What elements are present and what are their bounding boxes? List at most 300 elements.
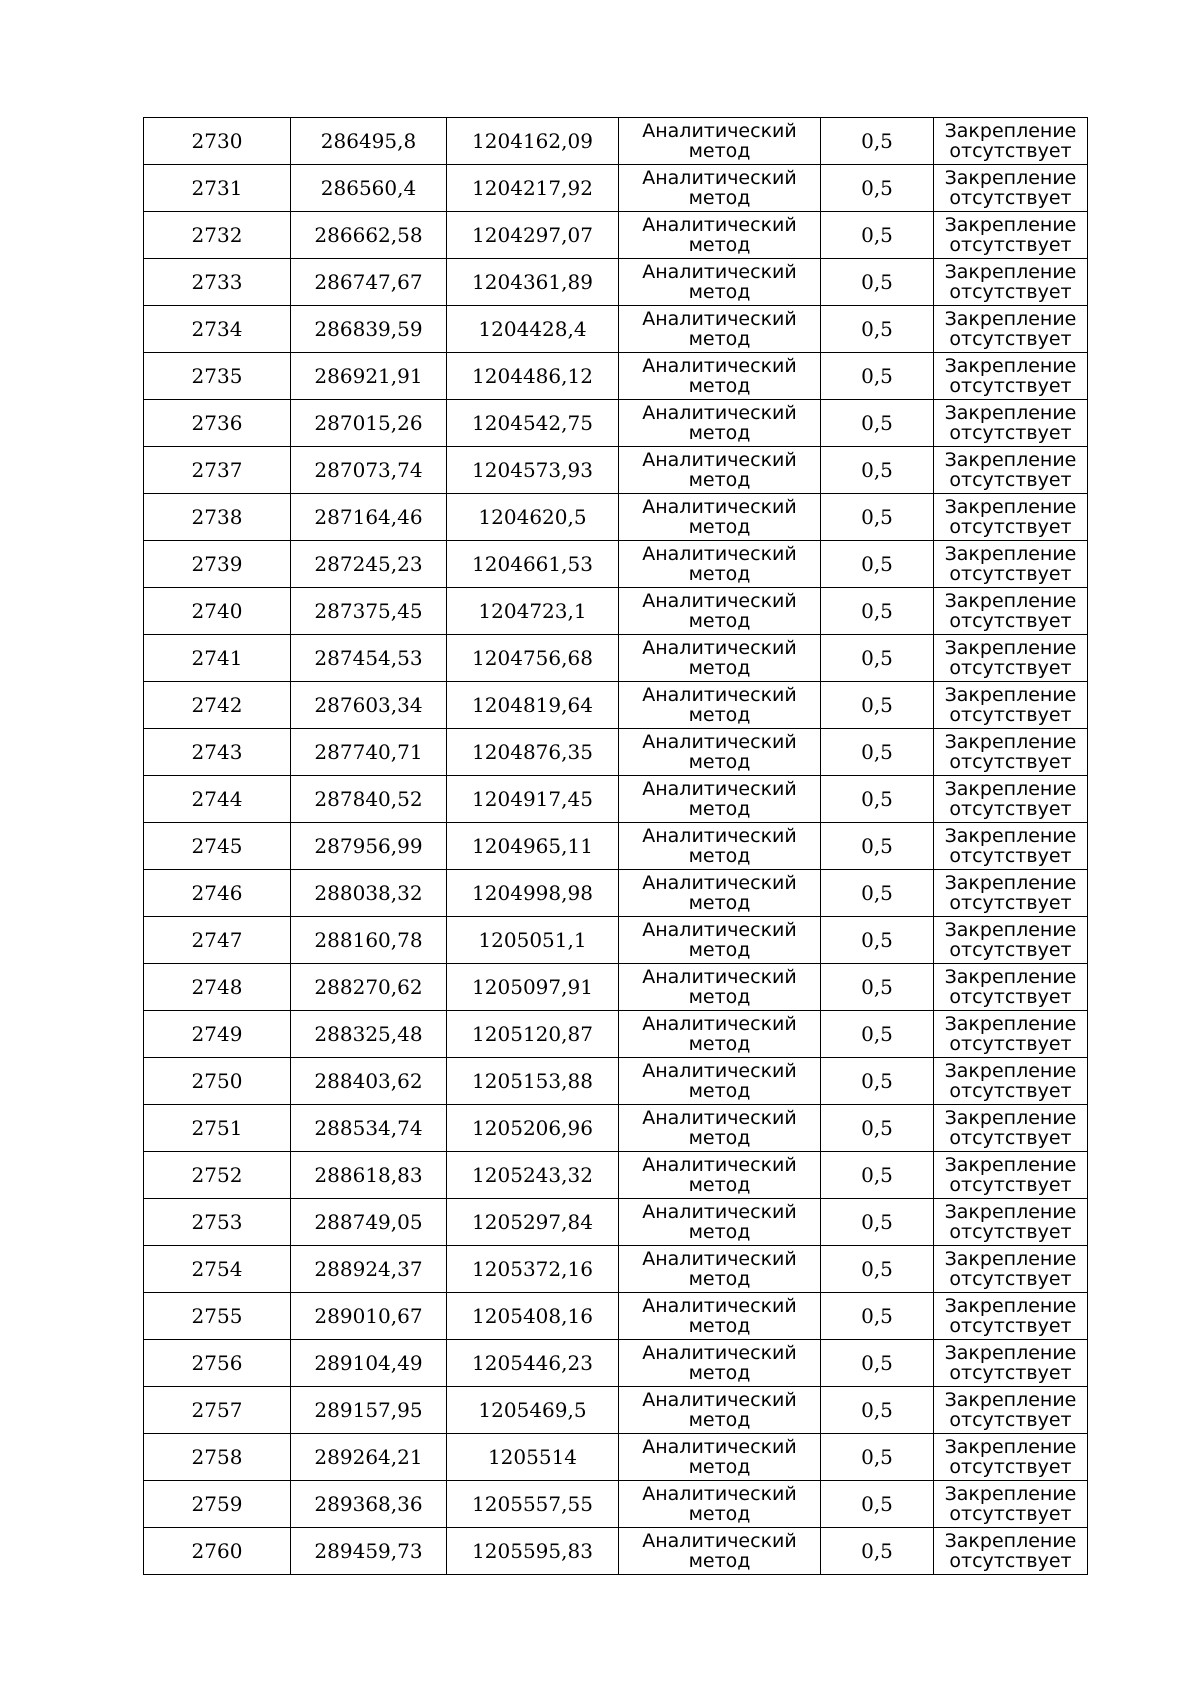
fixation-line-2: отсутствует xyxy=(949,1315,1072,1337)
y-coordinate-cell: 1204573,93 xyxy=(447,447,619,494)
method-line-2: метод xyxy=(688,1362,751,1384)
accuracy-cell: 0,5 xyxy=(821,1434,934,1481)
point-number-cell: 2751 xyxy=(144,1105,291,1152)
method-line-1: Аналитический xyxy=(642,355,797,377)
fixation-line-1: Закрепление xyxy=(944,1295,1077,1317)
fixation-cell xyxy=(934,870,1088,917)
table-row xyxy=(144,400,1088,447)
method-cell xyxy=(619,635,821,682)
method-cell xyxy=(619,118,821,165)
x-coordinate-cell: 289157,95 xyxy=(291,1387,447,1434)
fixation-line-1: Закрепление xyxy=(944,214,1077,236)
point-number-cell: 2738 xyxy=(144,494,291,541)
fixation-line-1: Закрепление xyxy=(944,167,1077,189)
fixation-cell xyxy=(934,447,1088,494)
accuracy-cell: 0,5 xyxy=(821,635,934,682)
fixation-line-1: Закрепление xyxy=(944,731,1077,753)
method-line-2: метод xyxy=(688,234,751,256)
point-number-cell: 2730 xyxy=(144,118,291,165)
accuracy-cell: 0,5 xyxy=(821,165,934,212)
y-coordinate-cell: 1204876,35 xyxy=(447,729,619,776)
fixation-cell xyxy=(934,776,1088,823)
point-number-cell: 2760 xyxy=(144,1528,291,1575)
table-row xyxy=(144,306,1088,353)
table-row xyxy=(144,964,1088,1011)
method-line-1: Аналитический xyxy=(642,543,797,565)
fixation-line-1: Закрепление xyxy=(944,1389,1077,1411)
fixation-cell xyxy=(934,494,1088,541)
y-coordinate-cell: 1204998,98 xyxy=(447,870,619,917)
coordinates-table xyxy=(143,117,1088,1575)
fixation-line-1: Закрепление xyxy=(944,1342,1077,1364)
x-coordinate-cell: 288160,78 xyxy=(291,917,447,964)
accuracy-cell: 0,5 xyxy=(821,259,934,306)
x-coordinate-cell: 286662,58 xyxy=(291,212,447,259)
x-coordinate-cell: 288038,32 xyxy=(291,870,447,917)
method-cell xyxy=(619,1528,821,1575)
fixation-line-2: отсутствует xyxy=(949,375,1072,397)
fixation-line-1: Закрепление xyxy=(944,496,1077,518)
fixation-cell xyxy=(934,1246,1088,1293)
point-number-cell: 2744 xyxy=(144,776,291,823)
fixation-line-1: Закрепление xyxy=(944,590,1077,612)
method-line-2: метод xyxy=(688,1409,751,1431)
fixation-line-2: отсутствует xyxy=(949,751,1072,773)
fixation-cell xyxy=(934,353,1088,400)
point-number-cell: 2742 xyxy=(144,682,291,729)
point-number-cell: 2747 xyxy=(144,917,291,964)
fixation-line-2: отсутствует xyxy=(949,610,1072,632)
method-line-1: Аналитический xyxy=(642,966,797,988)
method-line-1: Аналитический xyxy=(642,120,797,142)
accuracy-cell: 0,5 xyxy=(821,541,934,588)
x-coordinate-cell: 288534,74 xyxy=(291,1105,447,1152)
table-body xyxy=(144,118,1088,1575)
fixation-line-2: отсутствует xyxy=(949,563,1072,585)
method-line-1: Аналитический xyxy=(642,1060,797,1082)
y-coordinate-cell: 1204297,07 xyxy=(447,212,619,259)
table-row xyxy=(144,165,1088,212)
fixation-line-2: отсутствует xyxy=(949,1362,1072,1384)
fixation-line-2: отсутствует xyxy=(949,187,1072,209)
point-number-cell: 2752 xyxy=(144,1152,291,1199)
fixation-cell xyxy=(934,588,1088,635)
method-line-1: Аналитический xyxy=(642,1436,797,1458)
y-coordinate-cell: 1205408,16 xyxy=(447,1293,619,1340)
fixation-cell xyxy=(934,1058,1088,1105)
x-coordinate-cell: 289104,49 xyxy=(291,1340,447,1387)
x-coordinate-cell: 288749,05 xyxy=(291,1199,447,1246)
table-row xyxy=(144,682,1088,729)
fixation-line-2: отсутствует xyxy=(949,328,1072,350)
fixation-line-1: Закрепление xyxy=(944,543,1077,565)
method-line-1: Аналитический xyxy=(642,449,797,471)
fixation-line-1: Закрепление xyxy=(944,1436,1077,1458)
fixation-line-2: отсутствует xyxy=(949,986,1072,1008)
method-cell xyxy=(619,1434,821,1481)
method-line-2: метод xyxy=(688,1033,751,1055)
point-number-cell: 2737 xyxy=(144,447,291,494)
accuracy-cell: 0,5 xyxy=(821,447,934,494)
fixation-line-1: Закрепление xyxy=(944,308,1077,330)
method-line-1: Аналитический xyxy=(642,590,797,612)
accuracy-cell: 0,5 xyxy=(821,823,934,870)
y-coordinate-cell: 1204723,1 xyxy=(447,588,619,635)
x-coordinate-cell: 287956,99 xyxy=(291,823,447,870)
y-coordinate-cell: 1204217,92 xyxy=(447,165,619,212)
table-row xyxy=(144,541,1088,588)
method-line-1: Аналитический xyxy=(642,261,797,283)
table-row xyxy=(144,1293,1088,1340)
method-line-1: Аналитический xyxy=(642,308,797,330)
method-cell xyxy=(619,682,821,729)
y-coordinate-cell: 1205153,88 xyxy=(447,1058,619,1105)
accuracy-cell: 0,5 xyxy=(821,682,934,729)
method-line-2: метод xyxy=(688,657,751,679)
method-line-1: Аналитический xyxy=(642,167,797,189)
y-coordinate-cell: 1205595,83 xyxy=(447,1528,619,1575)
fixation-line-1: Закрепление xyxy=(944,1154,1077,1176)
fixation-cell xyxy=(934,1528,1088,1575)
fixation-cell xyxy=(934,1152,1088,1199)
method-cell xyxy=(619,1293,821,1340)
fixation-line-2: отсутствует xyxy=(949,845,1072,867)
method-line-1: Аналитический xyxy=(642,872,797,894)
table-row xyxy=(144,447,1088,494)
method-line-1: Аналитический xyxy=(642,684,797,706)
fixation-cell xyxy=(934,259,1088,306)
x-coordinate-cell: 286560,4 xyxy=(291,165,447,212)
method-cell xyxy=(619,212,821,259)
point-number-cell: 2741 xyxy=(144,635,291,682)
method-line-2: метод xyxy=(688,704,751,726)
method-line-1: Аналитический xyxy=(642,1107,797,1129)
x-coordinate-cell: 288618,83 xyxy=(291,1152,447,1199)
fixation-cell xyxy=(934,1199,1088,1246)
x-coordinate-cell: 287015,26 xyxy=(291,400,447,447)
method-cell xyxy=(619,1011,821,1058)
fixation-line-1: Закрепление xyxy=(944,1201,1077,1223)
fixation-line-2: отсутствует xyxy=(949,1174,1072,1196)
method-line-1: Аналитический xyxy=(642,1483,797,1505)
method-cell xyxy=(619,353,821,400)
method-line-2: метод xyxy=(688,892,751,914)
point-number-cell: 2754 xyxy=(144,1246,291,1293)
table-row xyxy=(144,353,1088,400)
fixation-line-1: Закрепление xyxy=(944,919,1077,941)
point-number-cell: 2736 xyxy=(144,400,291,447)
y-coordinate-cell: 1204917,45 xyxy=(447,776,619,823)
fixation-cell xyxy=(934,165,1088,212)
method-line-2: метод xyxy=(688,1550,751,1572)
accuracy-cell: 0,5 xyxy=(821,870,934,917)
fixation-cell xyxy=(934,635,1088,682)
fixation-line-1: Закрепление xyxy=(944,637,1077,659)
fixation-line-2: отсутствует xyxy=(949,1268,1072,1290)
y-coordinate-cell: 1204428,4 xyxy=(447,306,619,353)
y-coordinate-cell: 1205446,23 xyxy=(447,1340,619,1387)
method-line-1: Аналитический xyxy=(642,919,797,941)
method-line-1: Аналитический xyxy=(642,1295,797,1317)
accuracy-cell: 0,5 xyxy=(821,212,934,259)
fixation-line-2: отсутствует xyxy=(949,704,1072,726)
y-coordinate-cell: 1205206,96 xyxy=(447,1105,619,1152)
fixation-cell xyxy=(934,823,1088,870)
method-cell xyxy=(619,776,821,823)
x-coordinate-cell: 286747,67 xyxy=(291,259,447,306)
table-row xyxy=(144,776,1088,823)
y-coordinate-cell: 1205243,32 xyxy=(447,1152,619,1199)
point-number-cell: 2759 xyxy=(144,1481,291,1528)
accuracy-cell: 0,5 xyxy=(821,400,934,447)
y-coordinate-cell: 1205514 xyxy=(447,1434,619,1481)
method-cell xyxy=(619,400,821,447)
fixation-cell xyxy=(934,212,1088,259)
method-line-1: Аналитический xyxy=(642,1530,797,1552)
fixation-line-1: Закрепление xyxy=(944,1013,1077,1035)
x-coordinate-cell: 289264,21 xyxy=(291,1434,447,1481)
fixation-cell xyxy=(934,1011,1088,1058)
y-coordinate-cell: 1205372,16 xyxy=(447,1246,619,1293)
point-number-cell: 2756 xyxy=(144,1340,291,1387)
fixation-cell xyxy=(934,1481,1088,1528)
method-line-2: метод xyxy=(688,986,751,1008)
fixation-line-2: отсутствует xyxy=(949,1127,1072,1149)
accuracy-cell: 0,5 xyxy=(821,1528,934,1575)
method-line-1: Аналитический xyxy=(642,825,797,847)
fixation-line-2: отсутствует xyxy=(949,1503,1072,1525)
table-row xyxy=(144,588,1088,635)
method-cell xyxy=(619,494,821,541)
method-line-2: метод xyxy=(688,469,751,491)
y-coordinate-cell: 1204486,12 xyxy=(447,353,619,400)
fixation-line-2: отсутствует xyxy=(949,281,1072,303)
fixation-line-1: Закрепление xyxy=(944,449,1077,471)
accuracy-cell: 0,5 xyxy=(821,917,934,964)
y-coordinate-cell: 1205297,84 xyxy=(447,1199,619,1246)
point-number-cell: 2757 xyxy=(144,1387,291,1434)
point-number-cell: 2743 xyxy=(144,729,291,776)
accuracy-cell: 0,5 xyxy=(821,776,934,823)
method-cell xyxy=(619,1058,821,1105)
fixation-line-1: Закрепление xyxy=(944,1483,1077,1505)
x-coordinate-cell: 286839,59 xyxy=(291,306,447,353)
method-cell xyxy=(619,165,821,212)
fixation-cell xyxy=(934,682,1088,729)
y-coordinate-cell: 1205557,55 xyxy=(447,1481,619,1528)
method-line-2: метод xyxy=(688,422,751,444)
y-coordinate-cell: 1205469,5 xyxy=(447,1387,619,1434)
method-cell xyxy=(619,1246,821,1293)
method-line-1: Аналитический xyxy=(642,1154,797,1176)
fixation-cell xyxy=(934,1434,1088,1481)
x-coordinate-cell: 288270,62 xyxy=(291,964,447,1011)
table-row xyxy=(144,212,1088,259)
y-coordinate-cell: 1204661,53 xyxy=(447,541,619,588)
x-coordinate-cell: 286921,91 xyxy=(291,353,447,400)
point-number-cell: 2745 xyxy=(144,823,291,870)
method-cell xyxy=(619,823,821,870)
table-row xyxy=(144,1058,1088,1105)
accuracy-cell: 0,5 xyxy=(821,1481,934,1528)
method-line-1: Аналитический xyxy=(642,496,797,518)
y-coordinate-cell: 1205120,87 xyxy=(447,1011,619,1058)
method-line-2: метод xyxy=(688,1127,751,1149)
method-line-1: Аналитический xyxy=(642,1248,797,1270)
accuracy-cell: 0,5 xyxy=(821,1387,934,1434)
fixation-line-1: Закрепление xyxy=(944,872,1077,894)
method-line-2: метод xyxy=(688,563,751,585)
accuracy-cell: 0,5 xyxy=(821,118,934,165)
point-number-cell: 2746 xyxy=(144,870,291,917)
method-line-1: Аналитический xyxy=(642,1342,797,1364)
fixation-line-1: Закрепление xyxy=(944,402,1077,424)
x-coordinate-cell: 287603,34 xyxy=(291,682,447,729)
y-coordinate-cell: 1204361,89 xyxy=(447,259,619,306)
table-row xyxy=(144,1434,1088,1481)
method-line-1: Аналитический xyxy=(642,637,797,659)
y-coordinate-cell: 1205097,91 xyxy=(447,964,619,1011)
accuracy-cell: 0,5 xyxy=(821,1105,934,1152)
point-number-cell: 2731 xyxy=(144,165,291,212)
point-number-cell: 2753 xyxy=(144,1199,291,1246)
accuracy-cell: 0,5 xyxy=(821,729,934,776)
fixation-line-1: Закрепление xyxy=(944,1530,1077,1552)
method-line-2: метод xyxy=(688,845,751,867)
method-cell xyxy=(619,1105,821,1152)
method-cell xyxy=(619,729,821,776)
fixation-line-1: Закрепление xyxy=(944,966,1077,988)
fixation-cell xyxy=(934,729,1088,776)
table-row xyxy=(144,1199,1088,1246)
method-line-1: Аналитический xyxy=(642,731,797,753)
y-coordinate-cell: 1204162,09 xyxy=(447,118,619,165)
fixation-line-2: отсутствует xyxy=(949,892,1072,914)
method-line-2: метод xyxy=(688,1080,751,1102)
accuracy-cell: 0,5 xyxy=(821,306,934,353)
method-line-2: метод xyxy=(688,1221,751,1243)
x-coordinate-cell: 289459,73 xyxy=(291,1528,447,1575)
fixation-line-2: отсутствует xyxy=(949,140,1072,162)
x-coordinate-cell: 287245,23 xyxy=(291,541,447,588)
method-cell xyxy=(619,306,821,353)
fixation-line-2: отсутствует xyxy=(949,1221,1072,1243)
method-line-2: метод xyxy=(688,939,751,961)
fixation-cell xyxy=(934,118,1088,165)
method-cell xyxy=(619,259,821,306)
method-cell xyxy=(619,870,821,917)
fixation-cell xyxy=(934,400,1088,447)
x-coordinate-cell: 287375,45 xyxy=(291,588,447,635)
table-row xyxy=(144,1152,1088,1199)
point-number-cell: 2749 xyxy=(144,1011,291,1058)
table-row xyxy=(144,494,1088,541)
method-cell xyxy=(619,1481,821,1528)
x-coordinate-cell: 288325,48 xyxy=(291,1011,447,1058)
fixation-line-2: отсутствует xyxy=(949,1456,1072,1478)
method-line-2: метод xyxy=(688,1503,751,1525)
x-coordinate-cell: 288403,62 xyxy=(291,1058,447,1105)
fixation-cell xyxy=(934,306,1088,353)
x-coordinate-cell: 286495,8 xyxy=(291,118,447,165)
method-line-2: метод xyxy=(688,187,751,209)
y-coordinate-cell: 1204542,75 xyxy=(447,400,619,447)
fixation-line-1: Закрепление xyxy=(944,1107,1077,1129)
fixation-line-2: отсутствует xyxy=(949,422,1072,444)
table-row xyxy=(144,1528,1088,1575)
fixation-line-2: отсутствует xyxy=(949,657,1072,679)
method-line-1: Аналитический xyxy=(642,1013,797,1035)
x-coordinate-cell: 289368,36 xyxy=(291,1481,447,1528)
method-line-2: метод xyxy=(688,798,751,820)
point-number-cell: 2735 xyxy=(144,353,291,400)
fixation-line-2: отсутствует xyxy=(949,939,1072,961)
fixation-cell xyxy=(934,1293,1088,1340)
point-number-cell: 2733 xyxy=(144,259,291,306)
fixation-cell xyxy=(934,964,1088,1011)
method-line-2: метод xyxy=(688,375,751,397)
accuracy-cell: 0,5 xyxy=(821,964,934,1011)
fixation-line-2: отсутствует xyxy=(949,1409,1072,1431)
fixation-line-1: Закрепление xyxy=(944,825,1077,847)
fixation-line-1: Закрепление xyxy=(944,355,1077,377)
point-number-cell: 2734 xyxy=(144,306,291,353)
fixation-line-1: Закрепление xyxy=(944,1060,1077,1082)
x-coordinate-cell: 289010,67 xyxy=(291,1293,447,1340)
method-cell xyxy=(619,964,821,1011)
y-coordinate-cell: 1204965,11 xyxy=(447,823,619,870)
accuracy-cell: 0,5 xyxy=(821,1152,934,1199)
x-coordinate-cell: 287073,74 xyxy=(291,447,447,494)
table-row xyxy=(144,118,1088,165)
fixation-line-2: отсутствует xyxy=(949,469,1072,491)
fixation-line-2: отсутствует xyxy=(949,516,1072,538)
table-row xyxy=(144,1387,1088,1434)
method-line-2: метод xyxy=(688,328,751,350)
method-line-1: Аналитический xyxy=(642,778,797,800)
y-coordinate-cell: 1204756,68 xyxy=(447,635,619,682)
table-row xyxy=(144,823,1088,870)
table-row xyxy=(144,1340,1088,1387)
fixation-line-2: отсутствует xyxy=(949,798,1072,820)
accuracy-cell: 0,5 xyxy=(821,1199,934,1246)
point-number-cell: 2740 xyxy=(144,588,291,635)
table-row xyxy=(144,1011,1088,1058)
method-cell xyxy=(619,1340,821,1387)
fixation-line-1: Закрепление xyxy=(944,261,1077,283)
table-row xyxy=(144,917,1088,964)
method-line-1: Аналитический xyxy=(642,1201,797,1223)
table-row xyxy=(144,870,1088,917)
accuracy-cell: 0,5 xyxy=(821,353,934,400)
method-line-2: метод xyxy=(688,1268,751,1290)
method-line-2: метод xyxy=(688,1315,751,1337)
table-row xyxy=(144,635,1088,682)
method-cell xyxy=(619,541,821,588)
x-coordinate-cell: 287164,46 xyxy=(291,494,447,541)
method-line-2: метод xyxy=(688,140,751,162)
y-coordinate-cell: 1204620,5 xyxy=(447,494,619,541)
point-number-cell: 2750 xyxy=(144,1058,291,1105)
accuracy-cell: 0,5 xyxy=(821,588,934,635)
method-cell xyxy=(619,1152,821,1199)
fixation-line-1: Закрепление xyxy=(944,684,1077,706)
method-cell xyxy=(619,1199,821,1246)
fixation-cell xyxy=(934,1387,1088,1434)
point-number-cell: 2739 xyxy=(144,541,291,588)
table-row xyxy=(144,1246,1088,1293)
method-line-2: метод xyxy=(688,610,751,632)
